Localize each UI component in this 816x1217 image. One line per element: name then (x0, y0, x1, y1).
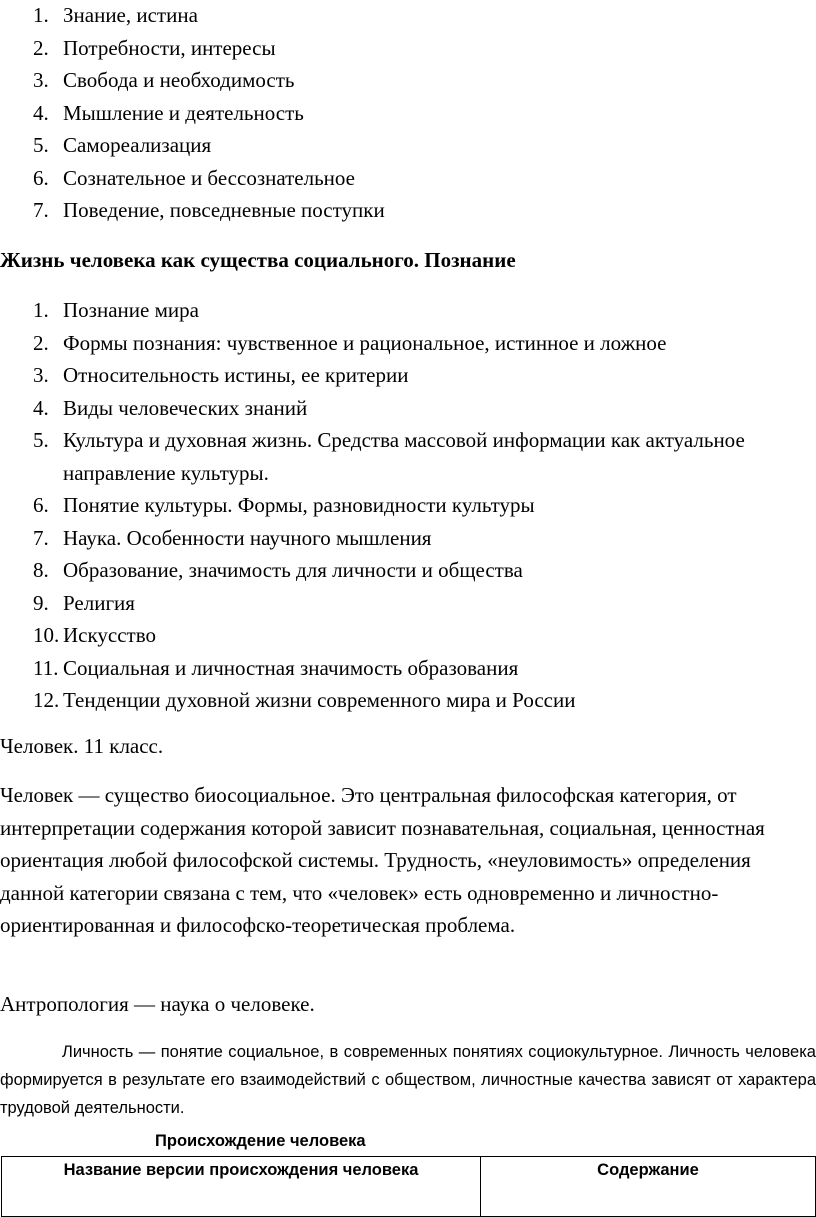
list-number: 4. (33, 100, 49, 125)
section-heading: Жизнь человека как существа социального. Познание (0, 248, 516, 272)
list-number: 7. (33, 198, 49, 222)
list-item (0, 129, 385, 162)
list-number: 2. (33, 35, 49, 60)
list-number: 9. (33, 590, 49, 615)
list-item (0, 327, 753, 360)
list-number: 1. (33, 3, 49, 27)
list-item-text: Свобода и необходимость (63, 68, 295, 92)
list-item (0, 294, 753, 327)
column-header: Название версии происхождения человека (2, 1157, 481, 1217)
list-item-text: Образование, значимость для личности и общества (63, 558, 523, 582)
anthropology-line: Антропология — наука о человеке. (0, 992, 315, 1016)
list-number: 7. (33, 525, 49, 550)
list-item (0, 424, 753, 489)
list-number: 5. (33, 428, 49, 452)
list-item (0, 684, 753, 717)
list-item (0, 587, 753, 620)
list-item-text: Знание, истина (63, 3, 198, 27)
list-item-text: Искусство (63, 623, 156, 647)
list-item (0, 359, 753, 392)
list-item (0, 652, 753, 685)
list-item (0, 97, 385, 130)
list-item-text: Познание мира (63, 298, 199, 322)
list-item (0, 64, 385, 97)
list-number: 10. (33, 623, 60, 647)
personality-text: Личность — понятие социальное, в современных понятиях социокультурное. Личность человека формируется в результате его взаимодействий с обществом, личностные качества зависят от характера трудовой деятельности. (0, 1043, 816, 1117)
list-number: 12. (33, 688, 60, 712)
list-number: 11. (33, 655, 59, 680)
list-number: 6. (33, 165, 49, 190)
list-number: 4. (33, 395, 49, 420)
list-item-text: Относительность истины, ее критерии (63, 363, 409, 387)
list-item-text: Тенденции духовной жизни современного мира и России (63, 688, 576, 712)
column-header: Содержание (481, 1157, 816, 1217)
list-number: 1. (33, 298, 49, 322)
class-line: Человек. 11 класс. (0, 734, 164, 758)
list-item-text: Формы познания: чувственное и рациональное, истинное и ложное (63, 330, 667, 355)
list-number: 3. (33, 68, 49, 92)
list-number: 8. (33, 558, 49, 582)
list-number: 2. (33, 330, 49, 355)
list-number: 5. (33, 133, 49, 157)
list-item (0, 522, 753, 555)
list-item (0, 0, 385, 32)
personality-paragraph (0, 1038, 816, 1122)
list-item-text: Понятие культуры. Формы, разновидности культуры (63, 493, 535, 517)
list-item-text: Потребности, интересы (63, 35, 276, 60)
topic-list-2 (0, 294, 753, 717)
list-item (0, 194, 385, 227)
list-item-text: Сознательное и бессознательное (63, 165, 356, 190)
list-item (0, 162, 385, 195)
list-item (0, 489, 753, 522)
list-number: 6. (33, 493, 49, 517)
list-item (0, 32, 385, 65)
list-item (0, 554, 753, 587)
table-caption: Происхождение человека (155, 1132, 366, 1150)
list-item-text: Мышление и деятельность (63, 100, 304, 125)
list-item-text: Социальная и личностная значимость образования (63, 655, 519, 680)
list-number: 3. (33, 363, 49, 387)
definition-paragraph: Человек — существо биосоциальное. Это центральная философская категория, от интерпретации содержания которой зависит познавательная, социальная, ценностная ориентация любой философской системы. Трудность, «неуловимость» определения данной категории связана с тем, что «человек» есть одновременно и личностно-ориентированная и философско-теоретическая проблема. (0, 783, 765, 937)
origin-table (1, 1156, 816, 1217)
list-item-text: Религия (63, 590, 135, 615)
list-item (0, 619, 753, 652)
list-item-text: Самореализация (63, 133, 212, 157)
list-item-text: Поведение, повседневные поступки (63, 198, 385, 222)
list-item-text: Наука. Особенности научного мышления (63, 525, 432, 550)
list-item-text: Культура и духовная жизнь. Средства массовой информации как актуальное направление культуры. (63, 428, 745, 485)
list-item-text: Виды человеческих знаний (63, 395, 308, 420)
topic-list-1 (0, 0, 385, 227)
list-item (0, 392, 753, 425)
table-header-row (2, 1157, 816, 1217)
